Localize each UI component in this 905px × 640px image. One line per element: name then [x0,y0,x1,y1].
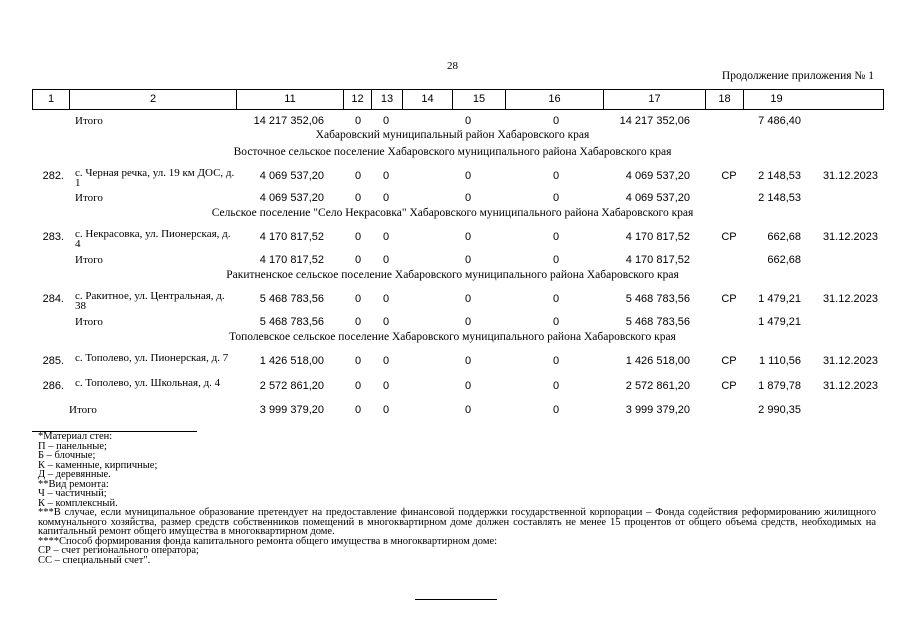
col-11: 3 999 379,20 [259,404,324,416]
table-header [32,89,884,110]
col-18: 662,68 [767,254,801,266]
footnotes [38,432,876,565]
col-11: 4 170 817,52 [259,231,324,243]
col-12: 0 [354,404,362,416]
col-14: 0 [464,115,472,127]
col-18: 2 990,35 [758,404,801,416]
col-18: 1 110,56 [758,355,801,367]
footnote-line: Ч – частичный; [38,488,107,499]
col-12: 0 [354,380,362,392]
total-row [0,316,905,330]
table-row [0,290,905,312]
col-18: 1 479,21 [758,316,801,328]
col-15: 0 [552,231,560,243]
section-heading: Ракитненское сельское поселение Хабаровского муниципального района Хабаровского края [226,269,679,281]
col-14: 0 [464,355,472,367]
col-14: 0 [464,404,472,416]
total-label: Итого [75,316,103,328]
footnote-line: СС – специальный счет". [38,554,151,566]
address: с. Тополево, ул. Пионерская, д. 7 [75,352,229,364]
col-11: 2 572 861,20 [259,380,324,392]
col-18: 7 486,40 [758,115,801,127]
col-12: 0 [354,231,362,243]
col-15: 0 [552,404,560,416]
col-13: 0 [382,192,390,204]
header-col-19: 19 [770,93,783,105]
col-11: 4 069 537,20 [259,192,324,204]
total-row [0,254,905,268]
col-16: 4 170 817,52 [625,254,690,266]
header-col-1: 1 [33,90,70,109]
col-16: 1 426 518,00 [625,355,690,367]
col-14: 0 [464,316,472,328]
address: с. Ракитное, ул. Центральная, д. 38 [75,290,225,312]
header-col-12: 12 [344,90,372,109]
col-11: 4 170 817,52 [259,254,324,266]
address: с. Некрасовка, ул. Пионерская, д. 4 [75,228,231,250]
col-18: 2 148,53 [758,170,801,182]
col-16: 5 468 783,56 [625,293,690,305]
col-17: СР [721,380,737,392]
table-row [0,378,905,392]
col-15: 0 [552,192,560,204]
col-15: 0 [552,355,560,367]
footnote-line: Б – блочные; [38,450,96,461]
col-17: СР [721,231,737,243]
section-heading: Сельское поселение "Село Некрасовка" Хабаровского муниципального района Хабаровского края [211,207,694,219]
col-19: 31.12.2023 [822,293,878,305]
col-14: 0 [464,170,472,182]
col-11: 5 468 783,56 [259,316,324,328]
col-16: 3 999 379,20 [625,404,690,416]
footnote-line: *Материал стен: [38,431,113,442]
col-14: 0 [464,231,472,243]
col-13: 0 [382,404,390,416]
total-row [0,192,905,206]
col-12: 0 [354,170,362,182]
col-13: 0 [382,293,390,305]
col-14: 0 [464,254,472,266]
col-16: 4 170 817,52 [625,231,690,243]
address: с. Тополево, ул. Школьная, д. 4 [75,377,221,389]
table-row [0,228,905,250]
col-13: 0 [382,170,390,182]
footnote-line: К – комплексный. [38,497,118,509]
row-number: 284. [42,293,64,305]
row-number: 286. [42,380,64,392]
header-col-2: 2 [70,90,237,109]
col-13: 0 [382,316,390,328]
col-16: 5 468 783,56 [625,316,690,328]
footnote-line: Д – деревянные. [38,469,111,480]
header-col-14: 14 [403,90,453,109]
col-17: СР [721,355,737,367]
col-12: 0 [354,254,362,266]
col-13: 0 [382,115,390,127]
total-label: Итого [75,254,103,266]
header-col-17: 17 [604,90,706,109]
col-19: 31.12.2023 [822,355,878,367]
col-13: 0 [382,355,390,367]
page-number: 28 [447,60,458,72]
col-15: 0 [552,115,560,127]
col-16: 2 572 861,20 [625,380,690,392]
row-number: 283. [42,231,64,243]
col-15: 0 [552,380,560,392]
col-19: 31.12.2023 [822,380,878,392]
col-12: 0 [354,115,362,127]
col-12: 0 [354,316,362,328]
section-heading: Тополевское сельское поселение Хабаровского муниципального района Хабаровского края [229,331,676,343]
col-16: 14 217 352,06 [619,115,690,127]
col-19: 31.12.2023 [822,231,878,243]
col-13: 0 [382,380,390,392]
header-col-13: 13 [372,90,403,109]
col-17: СР [721,170,737,182]
col-18: 1 879,78 [758,380,801,392]
total-label: Итого [75,115,103,127]
footnote-line: П – панельные; [38,440,107,452]
col-18: 662,68 [767,231,801,243]
row-number: 285. [42,355,64,367]
col-16: 4 069 537,20 [625,170,690,182]
footnote-line: СР – счет регионального оператора; [38,545,199,556]
footnote-line: ****Способ формирования фонда капитального ремонта общего имущества в многоквартирном доме: [38,535,498,547]
col-17: СР [721,293,737,305]
col-15: 0 [552,254,560,266]
col-12: 0 [354,293,362,305]
col-13: 0 [382,231,390,243]
col-16: 4 069 537,20 [625,192,690,204]
section-heading: Восточное сельское поселение Хабаровского муниципального района Хабаровского края [233,146,672,158]
row-number: 282. [42,170,64,182]
col-14: 0 [464,192,472,204]
col-13: 0 [382,254,390,266]
col-15: 0 [552,316,560,328]
continuation-caption: Продолжение приложения № 1 [721,70,874,82]
footnote-line: К – каменные, кирпичные; [38,459,158,471]
header-col-15: 15 [453,90,506,109]
col-19: 31.12.2023 [822,170,878,182]
footnote-line: ***В случае, если муниципальное образование претендует на предоставление финансовой поддержки государственной корпорации – Фонда содействия реформированию жилищного коммунального хозяйства, размер средств собственников помещений в многоквартирном доме должен составлять не менее 15 процентов от общего объема средств, необходимых на капитальный ремонт общего имущества в многоквартирном доме. [38,507,876,537]
total-label: Итого [69,404,97,416]
col-11: 1 426 518,00 [259,355,324,367]
col-11: 4 069 537,20 [259,170,324,182]
col-18: 1 479,21 [758,293,801,305]
total-row [0,115,905,129]
col-12: 0 [354,192,362,204]
section-heading: Хабаровский муниципальный район Хабаровского края [315,129,590,141]
col-11: 5 468 783,56 [259,293,324,305]
col-12: 0 [354,355,362,367]
col-11: 14 217 352,06 [253,115,324,127]
header-col-11: 11 [237,90,344,109]
table-row [0,167,905,189]
col-14: 0 [464,380,472,392]
header-col-16: 16 [506,90,604,109]
end-divider [415,599,497,600]
header-col-18: 18 [706,90,744,109]
table-row [0,353,905,367]
total-row [0,404,905,418]
col-14: 0 [464,293,472,305]
footnote-line: **Вид ремонта: [38,478,109,490]
address: с. Черная речка, ул. 19 км ДОС, д. 1 [75,167,235,189]
col-18: 2 148,53 [758,192,801,204]
col-15: 0 [552,170,560,182]
col-15: 0 [552,293,560,305]
total-label: Итого [75,192,103,204]
